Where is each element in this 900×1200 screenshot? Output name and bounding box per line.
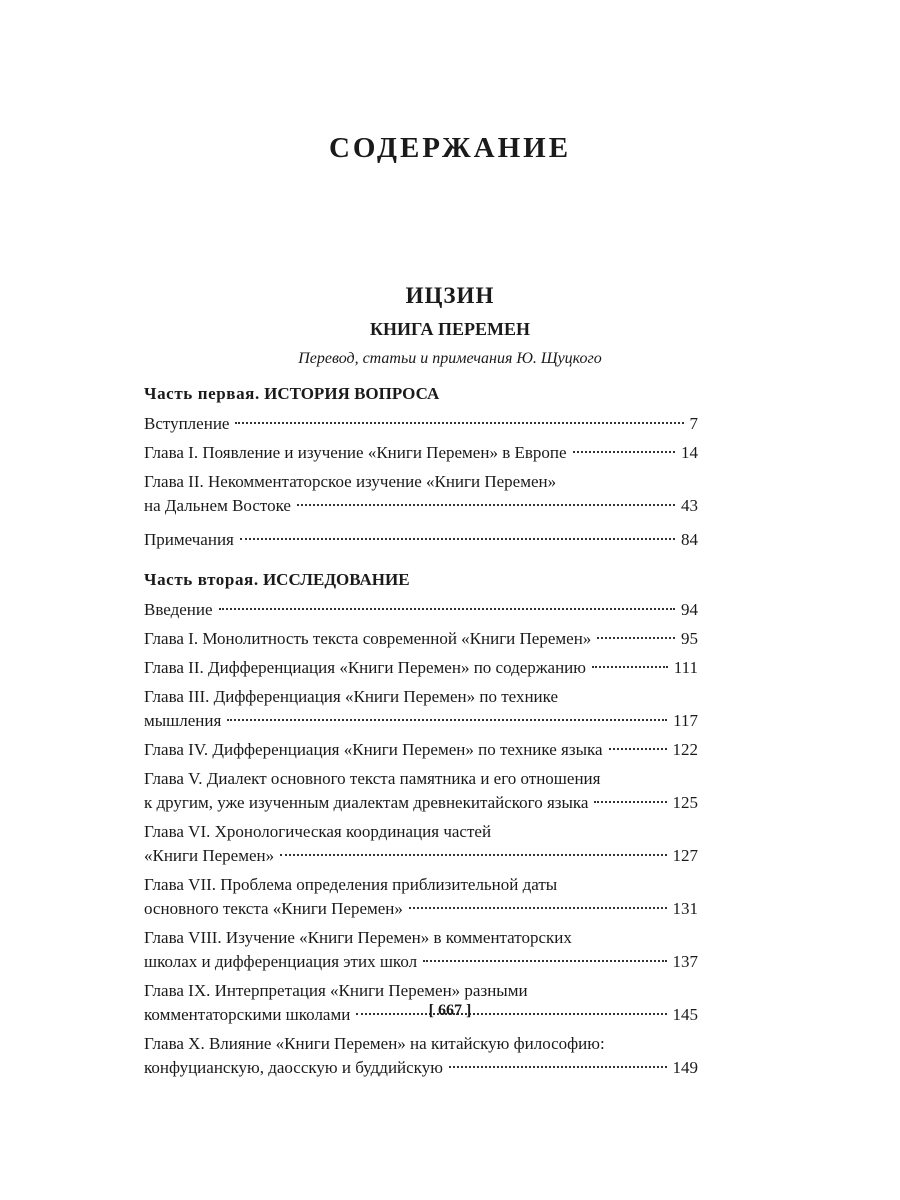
- toc-entry-title: Глава IV. Дифференциация «Книги Перемен» по технике языка: [144, 740, 603, 759]
- toc-entry-title: основного текста «Книги Перемен»: [144, 899, 403, 918]
- dot-leader: [609, 748, 667, 750]
- toc-entry-page: 95: [681, 629, 698, 648]
- toc-entry-row: [144, 791, 698, 815]
- toc-entry-title-line: Глава III. Дифференциация «Книги Перемен» по технике: [144, 687, 559, 706]
- part-heading: [144, 568, 698, 592]
- book-credit: Перевод, статьи и примечания Ю. Щуцкого: [298, 350, 602, 367]
- toc-entry-title-line: Глава VIII. Изучение «Книги Перемен» в комментаторских: [144, 928, 572, 947]
- toc-entry-row: [144, 844, 698, 868]
- toc-entry-page: 131: [672, 899, 698, 918]
- toc-entry-title: к другим, уже изученным диалектам древнекитайского языка: [144, 793, 589, 812]
- part-label: Часть вторая.: [144, 570, 259, 589]
- toc-entry[interactable]: [144, 528, 698, 552]
- toc-entry-page: 43: [681, 496, 698, 515]
- dot-leader: [594, 801, 666, 803]
- toc-entry-page: 125: [672, 793, 698, 812]
- dot-leader: [227, 719, 667, 721]
- toc-entry-title-line: Глава VII. Проблема определения приблизительной даты: [144, 875, 558, 894]
- toc-entry[interactable]: [144, 627, 698, 651]
- toc-entry[interactable]: [144, 873, 698, 921]
- toc-entry[interactable]: [144, 1032, 698, 1080]
- toc-entry-row: [144, 441, 698, 465]
- toc-entry-title: Примечания: [144, 530, 234, 549]
- toc-entry[interactable]: [144, 738, 698, 762]
- book-header: [0, 283, 900, 368]
- toc-entry-page: 122: [672, 740, 698, 759]
- toc-entry-page: 137: [672, 952, 698, 971]
- toc-entry-page: 94: [681, 600, 698, 619]
- dot-leader: [297, 504, 675, 506]
- toc-entry[interactable]: [144, 685, 698, 733]
- toc-entry-page: 111: [673, 658, 698, 677]
- dot-leader: [573, 451, 675, 453]
- part-heading: [144, 382, 698, 406]
- part-label: Часть первая.: [144, 384, 260, 403]
- toc-entry-title: комментаторскими школами: [144, 1005, 351, 1024]
- toc-entry-row: [144, 412, 698, 436]
- toc-entry-title: конфуцианскую, даосскую и буддийскую: [144, 1058, 443, 1077]
- dot-leader: [280, 854, 666, 856]
- toc-entry-title-line: Глава V. Диалект основного текста памятника и его отношения: [144, 769, 601, 788]
- toc-entry-title-line: Глава X. Влияние «Книги Перемен» на китайскую философию:: [144, 1034, 605, 1053]
- toc-entry-title: мышления: [144, 711, 222, 730]
- toc-entry-title: «Книги Перемен»: [144, 846, 275, 865]
- toc-entry-page: 149: [672, 1058, 698, 1077]
- toc-entry-title: Вступление: [144, 414, 230, 433]
- toc-entry-page: 127: [672, 846, 698, 865]
- toc-entry-row: [144, 950, 698, 974]
- toc-entry-title: школах и дифференциация этих школ: [144, 952, 418, 971]
- dot-leader: [449, 1066, 667, 1068]
- toc-entry[interactable]: [144, 767, 698, 815]
- part-name: ИСТОРИЯ ВОПРОСА: [264, 384, 440, 403]
- toc-entry-title: Глава II. Дифференциация «Книги Перемен» по содержанию: [144, 658, 586, 677]
- book-title: ИЦЗИН: [405, 283, 495, 308]
- toc-entry-title: Введение: [144, 600, 213, 619]
- toc-entry-title: на Дальнем Востоке: [144, 496, 291, 515]
- toc-entry[interactable]: [144, 412, 698, 436]
- dot-leader: [423, 960, 666, 962]
- toc-entry-page: 7: [689, 414, 698, 433]
- toc-entry-page: 145: [672, 1005, 698, 1024]
- toc-entry-row: [144, 598, 698, 622]
- toc-entry-title-line: Глава IX. Интерпретация «Книги Перемен» разными: [144, 981, 528, 1000]
- toc-entry-page: 14: [681, 443, 698, 462]
- toc-entry[interactable]: [144, 470, 698, 518]
- toc-entry-page: 117: [673, 711, 698, 730]
- toc-entry-row: [144, 1056, 698, 1080]
- book-subtitle: КНИГА ПЕРЕМЕН: [369, 319, 531, 339]
- toc-entry-title: Глава I. Монолитность текста современной «Книги Перемен»: [144, 629, 592, 648]
- dot-leader: [219, 608, 675, 610]
- page-number: [ 667 ]: [428, 1002, 472, 1019]
- toc-entry-row: [144, 528, 698, 552]
- toc-entry-title: Глава I. Появление и изучение «Книги Перемен» в Европе: [144, 443, 567, 462]
- page-title: СОДЕРЖАНИЕ: [328, 132, 572, 164]
- toc-entry-row: [144, 709, 698, 733]
- toc-entry-row: [144, 897, 698, 921]
- toc-entry-page: 84: [681, 530, 698, 549]
- toc-part: [144, 382, 698, 552]
- table-of-contents: [144, 382, 698, 1085]
- dot-leader: [240, 538, 675, 540]
- toc-entry[interactable]: [144, 441, 698, 465]
- toc-entry-row: [144, 627, 698, 651]
- toc-entry-title-line: Глава VI. Хронологическая координация частей: [144, 822, 492, 841]
- toc-entry[interactable]: [144, 598, 698, 622]
- toc-entry[interactable]: [144, 656, 698, 680]
- dot-leader: [235, 422, 683, 424]
- toc-entry-title-line: Глава II. Некомментаторское изучение «Книги Перемен»: [144, 472, 557, 491]
- toc-entry[interactable]: [144, 820, 698, 868]
- dot-leader: [597, 637, 675, 639]
- toc-entry-row: [144, 738, 698, 762]
- toc-entry-row: [144, 656, 698, 680]
- dot-leader: [592, 666, 668, 668]
- dot-leader: [409, 907, 667, 909]
- toc-entry-row: [144, 494, 698, 518]
- part-name: ИССЛЕДОВАНИЕ: [262, 570, 410, 589]
- toc-entry[interactable]: [144, 926, 698, 974]
